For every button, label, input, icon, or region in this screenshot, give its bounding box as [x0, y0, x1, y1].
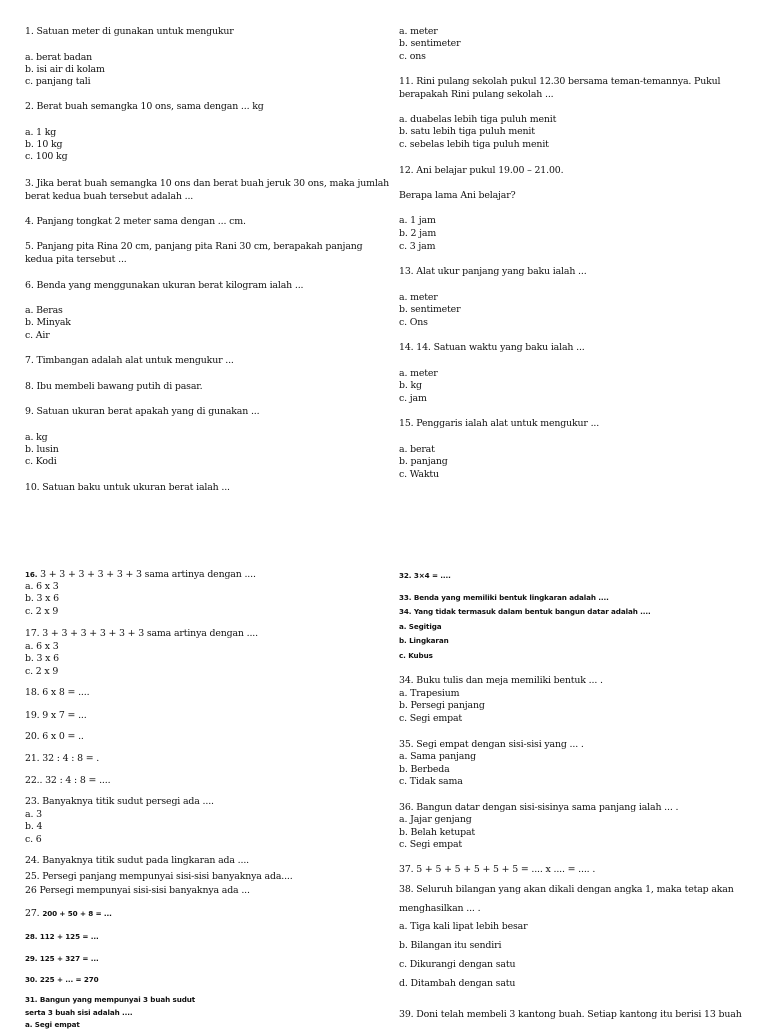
option-a: a. duabelas lebih tiga puluh menit	[399, 114, 557, 125]
question-18: 18. 6 x 8 = ....	[25, 687, 90, 698]
option-b: b. Lingkaran	[399, 636, 449, 645]
option-c: c. 2 x 9	[25, 606, 59, 617]
question-25: 25. Persegi panjang mempunyai sisi-sisi banyaknya ada....	[25, 871, 293, 882]
question-1: 1. Satuan meter di gunakan untuk mengukur	[25, 26, 234, 37]
question-20: 20. 6 x 0 = ..	[25, 731, 84, 742]
option-c: c. Dikurangi dengan satu	[399, 959, 516, 970]
question-36: 36. Bangun datar dengan sisi-sisinya sama panjang ialah ... .	[399, 802, 679, 813]
question-16	[25, 569, 256, 581]
question-38-cont: menghasilkan ... .	[399, 903, 481, 914]
option-b: b. Bilangan itu sendiri	[399, 940, 502, 951]
question-4: 4. Panjang tongkat 2 meter sama dengan ... cm.	[25, 216, 246, 227]
question-13: 13. Alat ukur panjang yang baku ialah ...	[399, 266, 587, 277]
option-c: c. Waktu	[399, 469, 439, 480]
question-6: 6. Benda yang menggunakan ukuran berat kilogram ialah ...	[25, 280, 304, 291]
option-b: b. 3 x 6	[25, 593, 59, 604]
option-b: b. Persegi panjang	[399, 700, 485, 711]
option-b: b. Berbeda	[399, 764, 450, 775]
question-31: 31. Bangun yang mempunyai 3 buah sudut	[25, 995, 196, 1004]
option-a: a. berat badan	[25, 52, 93, 63]
option-b: b. 2 jam	[399, 228, 437, 239]
option-a: a. 1 kg	[25, 127, 57, 138]
question-21: 21. 32 : 4 : 8 = .	[25, 753, 100, 764]
question-27	[25, 908, 112, 920]
question-29: 29. 125 + 327 = ...	[25, 954, 99, 963]
option-c: c. Tidak sama	[399, 776, 463, 787]
question-3: 3. Jika berat buah semangka 10 ons dan berat buah jeruk 30 ons, maka jumlah	[25, 178, 390, 189]
option-a: a. Trapesium	[399, 688, 460, 699]
option-c: c. ons	[399, 51, 426, 62]
question-27-number: 27.	[25, 908, 40, 919]
option-a: a. Sama panjang	[399, 751, 476, 762]
option-d: d. Ditambah dengan satu	[399, 978, 516, 989]
option-a: a. Beras	[25, 305, 63, 316]
option-a: a. 1 jam	[399, 215, 436, 226]
option-b: b. Minyak	[25, 317, 71, 328]
question-7: 7. Timbangan adalah alat untuk mengukur ...	[25, 355, 234, 366]
question-31-cont: serta 3 buah sisi adalah ....	[25, 1008, 133, 1017]
option-c: c. Air	[25, 330, 50, 341]
option-c: c. panjang tali	[25, 76, 91, 87]
question-26: 26 Persegi mempunyai sisi-sisi banyaknya ada ...	[25, 885, 250, 896]
option-b: b. Belah ketupat	[399, 827, 475, 838]
question-2: 2. Berat buah semangka 10 ons, sama dengan ... kg	[25, 101, 264, 112]
question-16-number: 16.	[25, 570, 38, 579]
question-10: 10. Satuan baku untuk ukuran berat ialah ...	[25, 482, 230, 493]
option-c: c. 6	[25, 834, 42, 845]
question-28: 28. 112 + 125 = ...	[25, 932, 99, 941]
question-34: 34. Yang tidak termasuk dalam bentuk bangun datar adalah ....	[399, 607, 651, 616]
option-b: b. sentimeter	[399, 38, 461, 49]
question-5-cont: kedua pita tersebut ...	[25, 254, 127, 265]
option-a: a. 3	[25, 809, 42, 820]
option-b: b. isi air di kolam	[25, 64, 105, 75]
question-35: 35. Segi empat dengan sisi-sisi yang ... .	[399, 739, 584, 750]
option-a: a. Segitiga	[399, 622, 442, 631]
question-11-cont: berapakah Rini pulang sekolah ...	[399, 89, 554, 100]
question-5: 5. Panjang pita Rina 20 cm, panjang pita Rani 30 cm, berapakah panjang	[25, 241, 363, 252]
question-17: 17. 3 + 3 + 3 + 3 + 3 + 3 sama artinya dengan ....	[25, 628, 258, 639]
option-c: c. sebelas lebih tiga puluh menit	[399, 139, 549, 150]
option-a: a. kg	[25, 432, 48, 443]
question-12: 12. Ani belajar pukul 19.00 – 21.00.	[399, 165, 564, 176]
option-a: a. 6 x 3	[25, 641, 59, 652]
question-12-cont: Berapa lama Ani belajar?	[399, 190, 516, 201]
option-c: c. Segi empat	[399, 713, 463, 724]
option-a: a. Segi empat	[25, 1020, 80, 1029]
option-c: c. Kodi	[25, 456, 57, 467]
question-33: 33. Benda yang memiliki bentuk lingkaran adalah ....	[399, 593, 609, 602]
question-30: 30. 225 + ... = 270	[25, 975, 99, 984]
option-b: b. 10 kg	[25, 139, 63, 150]
question-19: 19. 9 x 7 = ...	[25, 710, 87, 721]
question-3-cont: berat kedua buah tersebut adalah ...	[25, 191, 194, 202]
option-b: b. sentimeter	[399, 304, 461, 315]
option-b: b. kg	[399, 380, 422, 391]
option-a: a. meter	[399, 368, 438, 379]
question-39: 39. Doni telah membeli 3 kantong buah. Setiap kantong itu berisi 13 buah	[399, 1009, 742, 1020]
option-b: b. 3 x 6	[25, 653, 59, 664]
option-a: a. berat	[399, 444, 435, 455]
option-c: c. 100 kg	[25, 151, 68, 162]
question-23: 23. Banyaknya titik sudut persegi ada ....	[25, 796, 214, 807]
question-9: 9. Satuan ukuran berat apakah yang di gunakan ...	[25, 406, 260, 417]
question-15: 15. Penggaris ialah alat untuk mengukur ...	[399, 418, 600, 429]
question-8: 8. Ibu membeli bawang putih di pasar.	[25, 381, 203, 392]
option-a: a. Jajar genjang	[399, 814, 472, 825]
question-14: 14. 14. Satuan waktu yang baku ialah ...	[399, 342, 585, 353]
question-24: 24. Banyaknya titik sudut pada lingkaran ada ....	[25, 855, 249, 866]
option-a: a. Tiga kali lipat lebih besar	[399, 921, 528, 932]
option-b: b. 4	[25, 821, 43, 832]
question-11: 11. Rini pulang sekolah pukul 12.30 bersama teman-temannya. Pukul	[399, 76, 721, 87]
question-34b: 34. Buku tulis dan meja memiliki bentuk ... .	[399, 675, 603, 686]
option-b: b. satu lebih tiga puluh menit	[399, 126, 535, 137]
option-c: c. 2 x 9	[25, 666, 59, 677]
question-22: 22.. 32 : 4 : 8 = ....	[25, 775, 111, 786]
option-a: a. 6 x 3	[25, 581, 59, 592]
option-c: c. jam	[399, 393, 427, 404]
question-37: 37. 5 + 5 + 5 + 5 + 5 + 5 = .... x .... = .... .	[399, 864, 596, 875]
question-16-text: 3 + 3 + 3 + 3 + 3 + 3 sama artinya dengan ....	[37, 569, 256, 580]
option-c: c. Kubus	[399, 651, 433, 660]
option-b: b. lusin	[25, 444, 59, 455]
option-c: c. Segi empat	[399, 839, 463, 850]
question-32: 32. 3×4 = ....	[399, 571, 451, 580]
option-c: c. Ons	[399, 317, 428, 328]
option-a: a. meter	[399, 292, 438, 303]
question-27-text: 200 + 50 + 8 = ...	[42, 909, 112, 918]
option-c: c. 3 jam	[399, 241, 436, 252]
question-38: 38. Seluruh bilangan yang akan dikali dengan angka 1, maka tetap akan	[399, 884, 734, 895]
option-b: b. panjang	[399, 456, 448, 467]
option-a: a. meter	[399, 26, 438, 37]
